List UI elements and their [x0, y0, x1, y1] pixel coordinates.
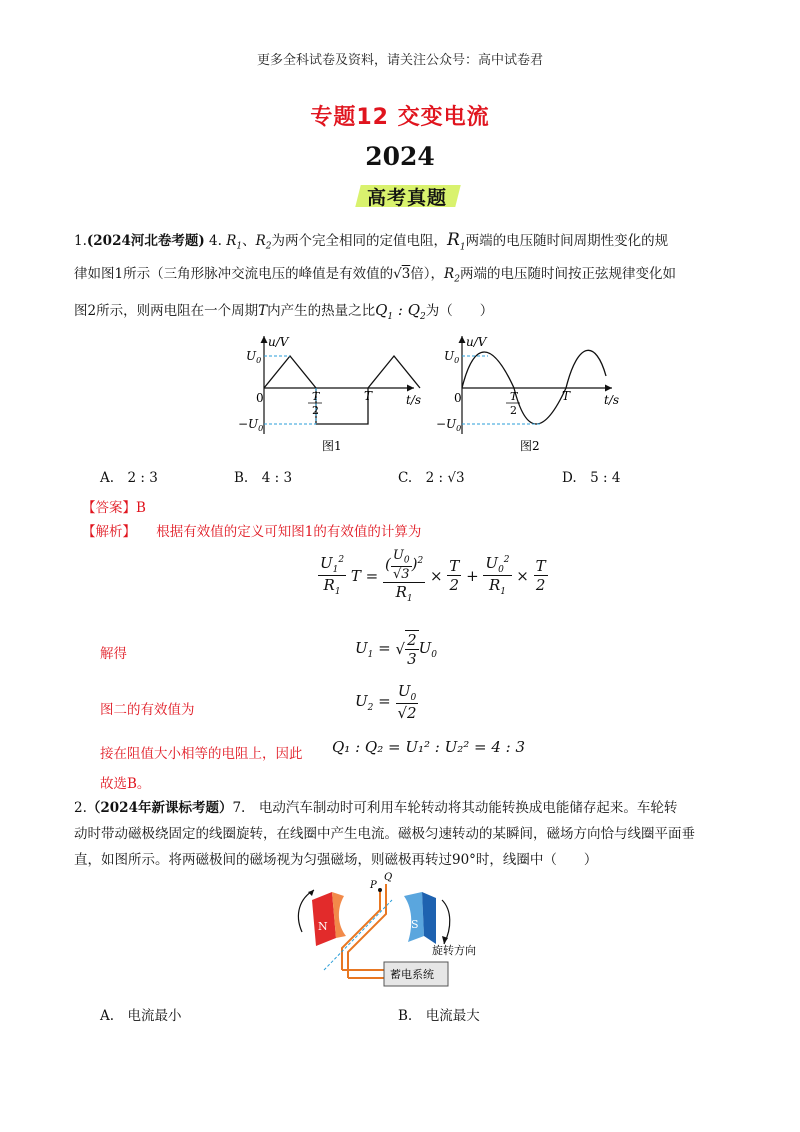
- fig2-effective-label: 图二的有效值为: [100, 702, 195, 718]
- q2-option-b[interactable]: B. 电流最大: [398, 1008, 480, 1024]
- fig2-u0-label: $U_0$: [444, 349, 460, 365]
- fig1-pulse-2: [368, 356, 420, 388]
- choose-text: 故选B。: [100, 776, 151, 792]
- equation-result: Q₁ : Q₂ = U₁² : U₂² = 4 : 3: [332, 738, 526, 756]
- fig2-zero: 0: [454, 391, 462, 405]
- fig1-pulse-1: [264, 356, 316, 388]
- point-p: [378, 888, 382, 892]
- connect-label: 接在阻值大小相等的电阻上，因此: [100, 746, 303, 762]
- q2-text-a: 7. 电动汽车制动时可利用车轮转动将其动能转换成电能储存起来。车轮转: [232, 800, 678, 816]
- fig2-t-label: T: [562, 389, 571, 403]
- fig1-t-label: T: [364, 389, 373, 403]
- fig2-sine-curve: [462, 350, 606, 424]
- s-magnet-face: [404, 892, 424, 942]
- q1-text-c: 律如图1所示（三角形脉冲交流电压的峰值是有效值的: [74, 266, 394, 282]
- fig1-t2-den: 2: [312, 404, 319, 417]
- fig1-negative-pulse: [316, 388, 368, 424]
- q1-line2: [74, 260, 734, 294]
- q1-answer: 【答案】B: [82, 500, 146, 516]
- q2-figure: [284, 870, 494, 992]
- q1-problem-no: 4.: [204, 233, 227, 249]
- fig2-u-label: u/V: [466, 335, 487, 349]
- q1-analysis: 【解析】 根据有效值的定义可知图1的有效值的计算为: [82, 524, 422, 540]
- q-label: Q: [384, 872, 393, 883]
- figure-1: [238, 335, 421, 453]
- q1-sep: 、: [242, 233, 256, 249]
- fig2-caption: 图2: [520, 439, 540, 453]
- q1-text-e: 两端的电压随时间按正弦规律变化如: [459, 266, 676, 282]
- r1-symbol-large: $R_1$: [447, 230, 466, 253]
- q2-option-a[interactable]: A. 电流最小: [100, 1008, 182, 1024]
- sqrt3: √3: [393, 266, 411, 282]
- q1-option-a[interactable]: A. 2 : 3: [100, 470, 158, 486]
- equation-u1: $U_1$ = √ $\frac{2}{3}$ $U_0$: [355, 631, 437, 668]
- q1-option-d[interactable]: D. 5 : 4: [562, 470, 621, 486]
- storage-label: 蓄电系统: [390, 968, 434, 981]
- q1-text-f: 图2所示，则两电阻在一个周期: [74, 303, 259, 319]
- q2-line1: [74, 794, 734, 822]
- fig1-u0-label: $U_0$: [246, 349, 262, 365]
- r2-symbol-b: $R_2$: [444, 266, 460, 285]
- q1-option-b[interactable]: B. 4 : 3: [234, 470, 293, 486]
- fig2-t2-num: T: [510, 390, 518, 403]
- s-magnet: [422, 892, 436, 944]
- q1-line1: [74, 226, 734, 261]
- fig2-t2-den: 2: [510, 404, 517, 417]
- header-note: 更多全科试卷及资料，请关注公众号：高中试卷君: [256, 53, 543, 68]
- q1-text-d: 倍），: [410, 266, 445, 282]
- solve-label: 解得: [100, 646, 127, 662]
- fig1-caption: 图1: [322, 439, 342, 453]
- equation-heat: $\frac{U_1^2}{R_1}$ T = ( $\frac{U_0}{√3}$ )$^2$ $R_1$ × $\frac{T}{2}$ + $\frac{U_0^2}{R_1}$ × $\frac{T}{2}$: [320, 548, 546, 604]
- s-label: S: [411, 918, 419, 931]
- fig2-axis-t: t/s: [604, 393, 620, 407]
- q1-text-b: 两端的电压随时间周期性变化的规: [465, 233, 669, 249]
- q2-number: 2.: [74, 800, 87, 816]
- fig1-axis-t: t/s: [406, 393, 422, 407]
- p-label: P: [370, 880, 377, 891]
- q1-text-a: 为两个完全相同的定值电阻，: [271, 233, 448, 249]
- q1-text-h: 为（ ）: [425, 303, 494, 319]
- rotate-arrow-left: [298, 890, 314, 932]
- q1-source: (2024河北卷考题): [86, 233, 205, 249]
- section-banner: [352, 183, 456, 209]
- q1-option-c[interactable]: C. 2 : √3: [398, 470, 465, 486]
- banner-text: 高考真题: [366, 187, 447, 209]
- t-symbol: T: [258, 303, 268, 319]
- q2-line3: 直，如图所示。将两磁极间的磁场视为匀强磁场，则磁极再转过90°时，线圈中（ ）: [74, 852, 598, 868]
- q2-source: （2024年新课标考题）: [86, 800, 233, 816]
- q1-figures: [218, 326, 630, 456]
- q1-text-g: 内产生的热量之比: [267, 303, 376, 319]
- fig1-u-label: u/V: [268, 335, 289, 349]
- r2-symbol: $R_2$: [255, 233, 272, 252]
- q1-number: 1.: [74, 233, 87, 249]
- year-heading: 2024: [365, 142, 435, 171]
- fig1-t2-num: T: [312, 390, 320, 403]
- fig1-zero: 0: [256, 391, 264, 405]
- equation-u2: $U_2$ = $\frac{U_0}{√2}$: [355, 682, 417, 722]
- fig1-neg-u0-label: $-U_0$: [238, 417, 264, 433]
- r1-symbol: $R_1$: [226, 233, 243, 252]
- rotate-label: 旋转方向: [432, 944, 476, 957]
- figure-2: [436, 335, 619, 453]
- page-title: 专题12 交变电流: [310, 105, 490, 130]
- n-label: N: [318, 920, 328, 933]
- q-ratio: $Q_1$ : $Q_2$: [375, 301, 426, 322]
- n-magnet: [312, 892, 336, 946]
- q2-line2: 动时带动磁极绕固定的线圈旋转，在线圈中产生电流。磁极匀速转动的某瞬间，磁场方向恰与线圈平面垂: [74, 826, 695, 842]
- fig2-neg-u0-label: $-U_0$: [436, 417, 462, 433]
